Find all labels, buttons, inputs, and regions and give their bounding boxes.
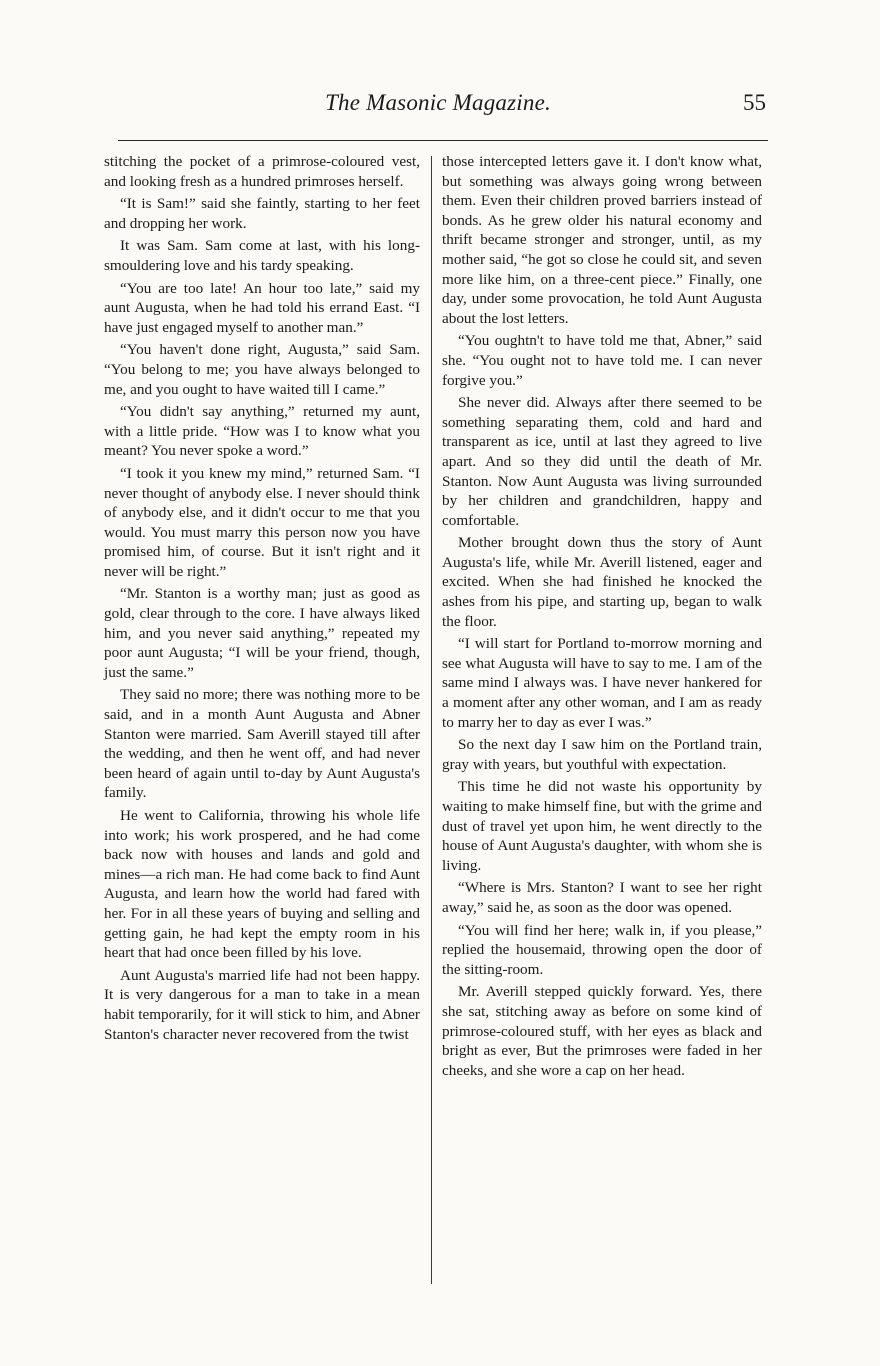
paragraph: She never did. Always after there seemed to be something separating them, cold and hard and transparent as ice, until at last they agreed to live apart. And so they did until the death of Mr. Stanton. Now Aunt Augusta was living surrounded by her children and grandchildren, happy and comfortable. [442,394,762,529]
paragraph: “Where is Mrs. Stanton? I want to see her right away,” said he, as soon as the door was opened. [442,879,762,916]
paragraph: stitching the pocket of a primrose-coloured vest, and looking fresh as a hundred primroses herself. [104,153,420,190]
paragraph: those intercepted letters gave it. I don't know what, but something was always going wrong between them. Even their children proved barriers instead of bonds. As he grew older his natural economy and thrift became stronger and stronger, until, as my mother said, “he got so close he could sit, and seven more like him, on a three-cent piece.” Finally, one day, under some provocation, he told Aunt Augusta about the lost letters. [442,153,762,327]
paragraph: Mr. Averill stepped quickly forward. Yes, there she sat, stitching away as before on some kind of primrose-coloured stuff, with her eyes as black and bright as ever, But the primroses were faded in her cheeks, and she wore a cap on her head. [442,983,762,1079]
paragraph: “You didn't say anything,” returned my aunt, with a little pride. “How was I to know what you meant? You never spoke a word.” [104,403,420,460]
running-title: The Masonic Magazine. [325,90,551,115]
paragraph: “I took it you knew my mind,” returned Sam. “I never thought of anybody else. I never should think of anybody else, and it didn't occur to me that you would. You must marry this person now you have promised him, of course. But it isn't right and it never will be right.” [104,464,420,580]
paragraph: Mother brought down thus the story of Aunt Augusta's life, while Mr. Averill listened, eager and excited. When she had finished he knocked the ashes from his pipe, and starting up, began to walk the floor. [442,534,762,630]
paragraph: “You oughtn't to have told me that, Abner,” said she. “You ought not to have told me. I can never forgive you.” [442,332,762,389]
paragraph: “I will start for Portland to-morrow morning and see what Augusta will have to say to me. I am of the same mind I always was. I have never hankered for a moment after any other woman, and I am as ready to marry her to day as ever I was.” [442,635,762,731]
paragraph: So the next day I saw him on the Portland train, gray with years, but youthful with expectation. [442,736,762,773]
page-header [108,84,768,124]
page-number: 55 [743,90,766,115]
paragraph: “Mr. Stanton is a worthy man; just as good as gold, clear through to the core. I have always liked him, and you never said anything,” repeated my poor aunt Augusta; “I will be your friend, though, just the same.” [104,585,420,681]
left-column [104,152,420,1047]
paragraph: “You are too late! An hour too late,” said my aunt Augusta, when he had told his errand East. “I have just engaged myself to another man.” [104,279,420,336]
right-column [442,152,762,1083]
paragraph: They said no more; there was nothing more to be said, and in a month Aunt Augusta and Abner Stanton were married. Sam Averill stayed till after the wedding, and then he went off, and had never been heard of again until to-day by Aunt Augusta's family. [104,686,420,802]
paragraph: This time he did not waste his opportunity by waiting to make himself fine, but with the grime and dust of travel yet upon him, he went directly to the house of Aunt Augusta's daughter, with whom she is living. [442,778,762,874]
column-divider [431,156,432,1284]
paragraph: “You will find her here; walk in, if you please,” replied the housemaid, throwing open the door of the sitting-room. [442,921,762,978]
paragraph: It was Sam. Sam come at last, with his long-smouldering love and his tardy speaking. [104,237,420,274]
paragraph: He went to California, throwing his whole life into work; his work prospered, and he had come back now with houses and lands and gold and mines—a rich man. He had come back to find Aunt Augusta, and learn how the world had fared with her. For in all these years of buying and selling and getting gain, he had kept the empty room in his heart that had once been filled by his love. [104,807,420,962]
header-rule [118,140,768,141]
paragraph: “You haven't done right, Augusta,” said Sam. “You belong to me; you have always belonged to me, and you ought to have waited till I came.” [104,341,420,398]
paragraph: “It is Sam!” said she faintly, starting to her feet and dropping her work. [104,195,420,232]
paragraph: Aunt Augusta's married life had not been happy. It is very dangerous for a man to take in a mean habit temporarily, for it will stick to him, and Abner Stanton's character never recovered from the twist [104,966,420,1043]
